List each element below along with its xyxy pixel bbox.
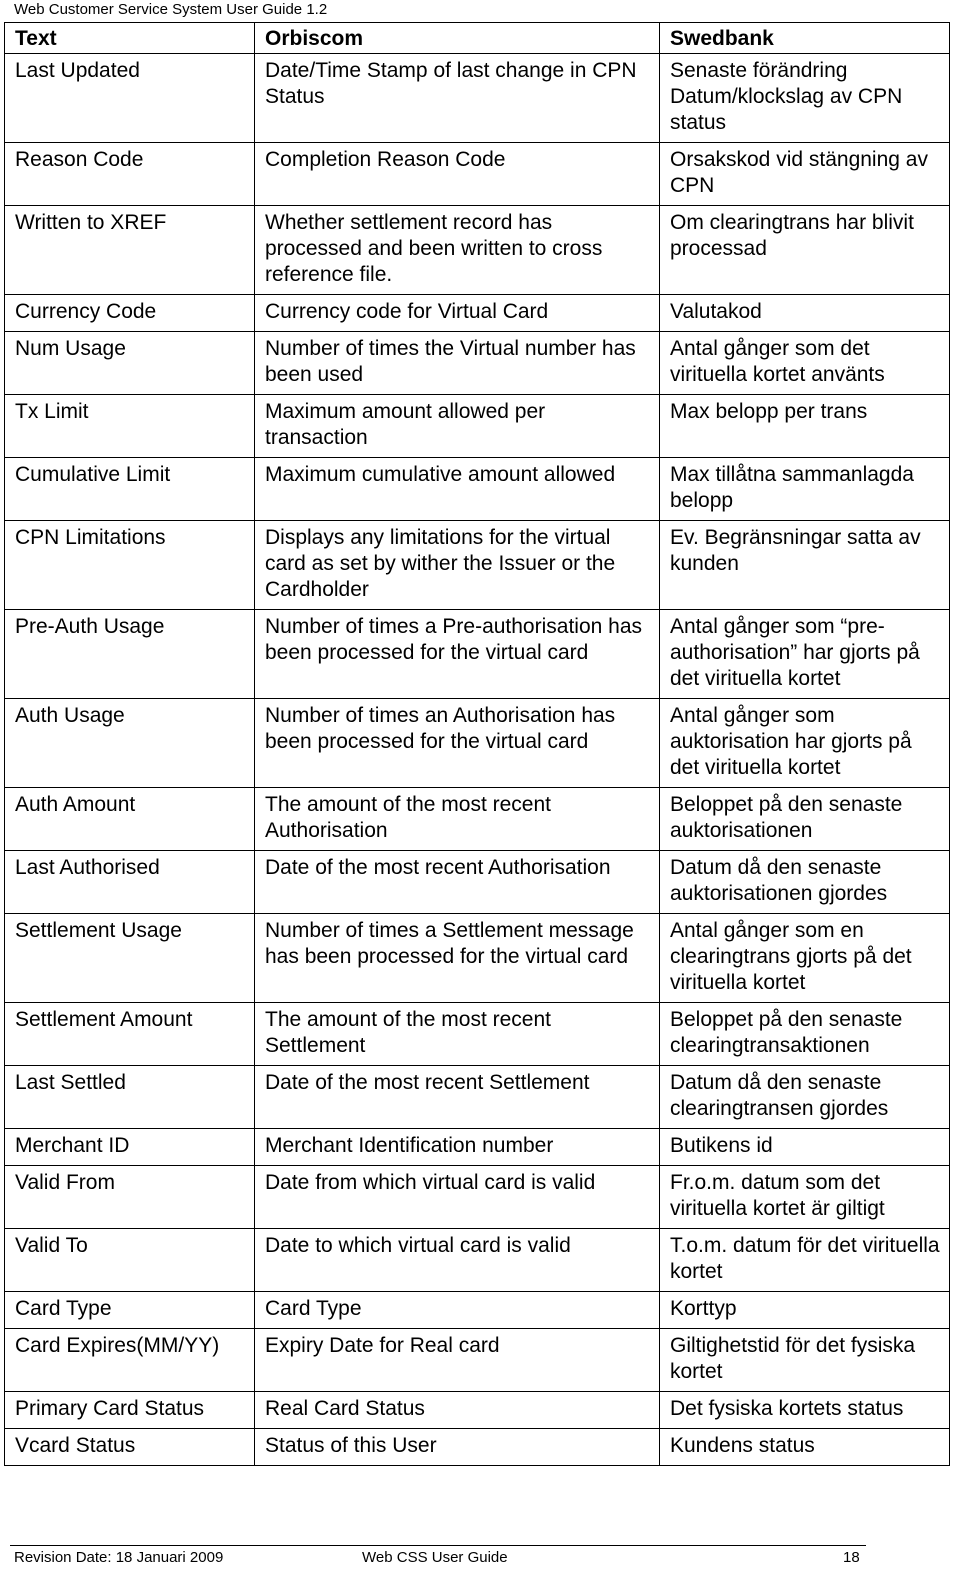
table-row bbox=[5, 458, 950, 521]
table-row bbox=[5, 295, 950, 332]
field-name-cell: Reason Code bbox=[5, 143, 255, 206]
orbiscom-description-cell: Expiry Date for Real card bbox=[255, 1329, 660, 1392]
swedbank-description-cell: Om clearingtrans har blivit processad bbox=[660, 206, 950, 295]
swedbank-description-cell: Fr.o.m. datum som det virituella kortet är giltigt bbox=[660, 1166, 950, 1229]
table-row bbox=[5, 206, 950, 295]
field-name-cell: Last Updated bbox=[5, 54, 255, 143]
table-row bbox=[5, 521, 950, 610]
field-definitions-table bbox=[4, 22, 950, 1466]
field-name-cell: CPN Limitations bbox=[5, 521, 255, 610]
field-name-cell: Last Authorised bbox=[5, 851, 255, 914]
column-header-swedbank: Swedbank bbox=[660, 23, 950, 54]
swedbank-description-cell: Antal gånger som auktorisation har gjorts på det virituella kortet bbox=[660, 699, 950, 788]
table-row bbox=[5, 1166, 950, 1229]
orbiscom-description-cell: Status of this User bbox=[255, 1429, 660, 1466]
orbiscom-description-cell: Number of times a Pre-authorisation has been processed for the virtual card bbox=[255, 610, 660, 699]
orbiscom-description-cell: Merchant Identification number bbox=[255, 1129, 660, 1166]
footer-revision-date: Revision Date: 18 Januari 2009 bbox=[14, 1549, 224, 1566]
orbiscom-description-cell: Number of times a Settlement message has been processed for the virtual card bbox=[255, 914, 660, 1003]
column-header-text: Text bbox=[5, 23, 255, 54]
swedbank-description-cell: Datum då den senaste clearingtransen gjordes bbox=[660, 1066, 950, 1129]
field-name-cell: Settlement Usage bbox=[5, 914, 255, 1003]
swedbank-description-cell: Antal gånger som en clearingtrans gjorts på det virituella kortet bbox=[660, 914, 950, 1003]
swedbank-description-cell: Max tillåtna sammanlagda belopp bbox=[660, 458, 950, 521]
swedbank-description-cell: Orsakskod vid stängning av CPN bbox=[660, 143, 950, 206]
table-row bbox=[5, 1229, 950, 1292]
swedbank-description-cell: Butikens id bbox=[660, 1129, 950, 1166]
page-header-title: Web Customer Service System User Guide 1.2 bbox=[14, 1, 328, 18]
orbiscom-description-cell: Whether settlement record has processed and been written to cross reference file. bbox=[255, 206, 660, 295]
field-name-cell: Currency Code bbox=[5, 295, 255, 332]
orbiscom-description-cell: Date of the most recent Authorisation bbox=[255, 851, 660, 914]
orbiscom-description-cell: Number of times an Authorisation has been processed for the virtual card bbox=[255, 699, 660, 788]
orbiscom-description-cell: Maximum amount allowed per transaction bbox=[255, 395, 660, 458]
table-row bbox=[5, 332, 950, 395]
swedbank-description-cell: Antal gånger som “pre-authorisation” har gjorts på det virituella kortet bbox=[660, 610, 950, 699]
table-row bbox=[5, 1392, 950, 1429]
footer-divider bbox=[10, 1545, 866, 1546]
swedbank-description-cell: Det fysiska kortets status bbox=[660, 1392, 950, 1429]
table-header-row bbox=[5, 23, 950, 54]
orbiscom-description-cell: The amount of the most recent Authorisation bbox=[255, 788, 660, 851]
field-name-cell: Card Type bbox=[5, 1292, 255, 1329]
orbiscom-description-cell: Card Type bbox=[255, 1292, 660, 1329]
orbiscom-description-cell: The amount of the most recent Settlement bbox=[255, 1003, 660, 1066]
orbiscom-description-cell: Date/Time Stamp of last change in CPN Status bbox=[255, 54, 660, 143]
table-row bbox=[5, 610, 950, 699]
field-name-cell: Merchant ID bbox=[5, 1129, 255, 1166]
field-name-cell: Valid From bbox=[5, 1166, 255, 1229]
field-name-cell: Pre-Auth Usage bbox=[5, 610, 255, 699]
orbiscom-description-cell: Currency code for Virtual Card bbox=[255, 295, 660, 332]
field-name-cell: Last Settled bbox=[5, 1066, 255, 1129]
swedbank-description-cell: Kundens status bbox=[660, 1429, 950, 1466]
field-name-cell: Tx Limit bbox=[5, 395, 255, 458]
swedbank-description-cell: Beloppet på den senaste clearingtransaktionen bbox=[660, 1003, 950, 1066]
field-name-cell: Card Expires(MM/YY) bbox=[5, 1329, 255, 1392]
field-name-cell: Valid To bbox=[5, 1229, 255, 1292]
field-name-cell: Num Usage bbox=[5, 332, 255, 395]
orbiscom-description-cell: Real Card Status bbox=[255, 1392, 660, 1429]
field-name-cell: Vcard Status bbox=[5, 1429, 255, 1466]
table-row bbox=[5, 54, 950, 143]
orbiscom-description-cell: Maximum cumulative amount allowed bbox=[255, 458, 660, 521]
orbiscom-description-cell: Date from which virtual card is valid bbox=[255, 1166, 660, 1229]
field-name-cell: Cumulative Limit bbox=[5, 458, 255, 521]
swedbank-description-cell: Antal gånger som det virituella kortet använts bbox=[660, 332, 950, 395]
table-row bbox=[5, 1066, 950, 1129]
footer-page-number: 18 bbox=[843, 1549, 860, 1566]
swedbank-description-cell: T.o.m. datum för det virituella kortet bbox=[660, 1229, 950, 1292]
table-row bbox=[5, 851, 950, 914]
field-name-cell: Primary Card Status bbox=[5, 1392, 255, 1429]
table-row bbox=[5, 1429, 950, 1466]
table-row bbox=[5, 1129, 950, 1166]
orbiscom-description-cell: Displays any limitations for the virtual card as set by wither the Issuer or the Cardholder bbox=[255, 521, 660, 610]
field-name-cell: Auth Usage bbox=[5, 699, 255, 788]
orbiscom-description-cell: Date to which virtual card is valid bbox=[255, 1229, 660, 1292]
field-name-cell: Settlement Amount bbox=[5, 1003, 255, 1066]
field-name-cell: Auth Amount bbox=[5, 788, 255, 851]
orbiscom-description-cell: Completion Reason Code bbox=[255, 143, 660, 206]
swedbank-description-cell: Max belopp per trans bbox=[660, 395, 950, 458]
table-row bbox=[5, 699, 950, 788]
table-row bbox=[5, 788, 950, 851]
swedbank-description-cell: Beloppet på den senaste auktorisationen bbox=[660, 788, 950, 851]
swedbank-description-cell: Datum då den senaste auktorisationen gjordes bbox=[660, 851, 950, 914]
table-row bbox=[5, 914, 950, 1003]
orbiscom-description-cell: Date of the most recent Settlement bbox=[255, 1066, 660, 1129]
orbiscom-description-cell: Number of times the Virtual number has been used bbox=[255, 332, 660, 395]
swedbank-description-cell: Ev. Begränsningar satta av kunden bbox=[660, 521, 950, 610]
swedbank-description-cell: Valutakod bbox=[660, 295, 950, 332]
table-body bbox=[5, 54, 950, 1466]
swedbank-description-cell: Korttyp bbox=[660, 1292, 950, 1329]
table-row bbox=[5, 143, 950, 206]
field-name-cell: Written to XREF bbox=[5, 206, 255, 295]
footer-document-name: Web CSS User Guide bbox=[362, 1549, 508, 1566]
swedbank-description-cell: Giltighetstid för det fysiska kortet bbox=[660, 1329, 950, 1392]
column-header-orbiscom: Orbiscom bbox=[255, 23, 660, 54]
table-row bbox=[5, 1003, 950, 1066]
swedbank-description-cell: Senaste förändring Datum/klockslag av CPN status bbox=[660, 54, 950, 143]
table-row bbox=[5, 1292, 950, 1329]
table-row bbox=[5, 395, 950, 458]
table-row bbox=[5, 1329, 950, 1392]
